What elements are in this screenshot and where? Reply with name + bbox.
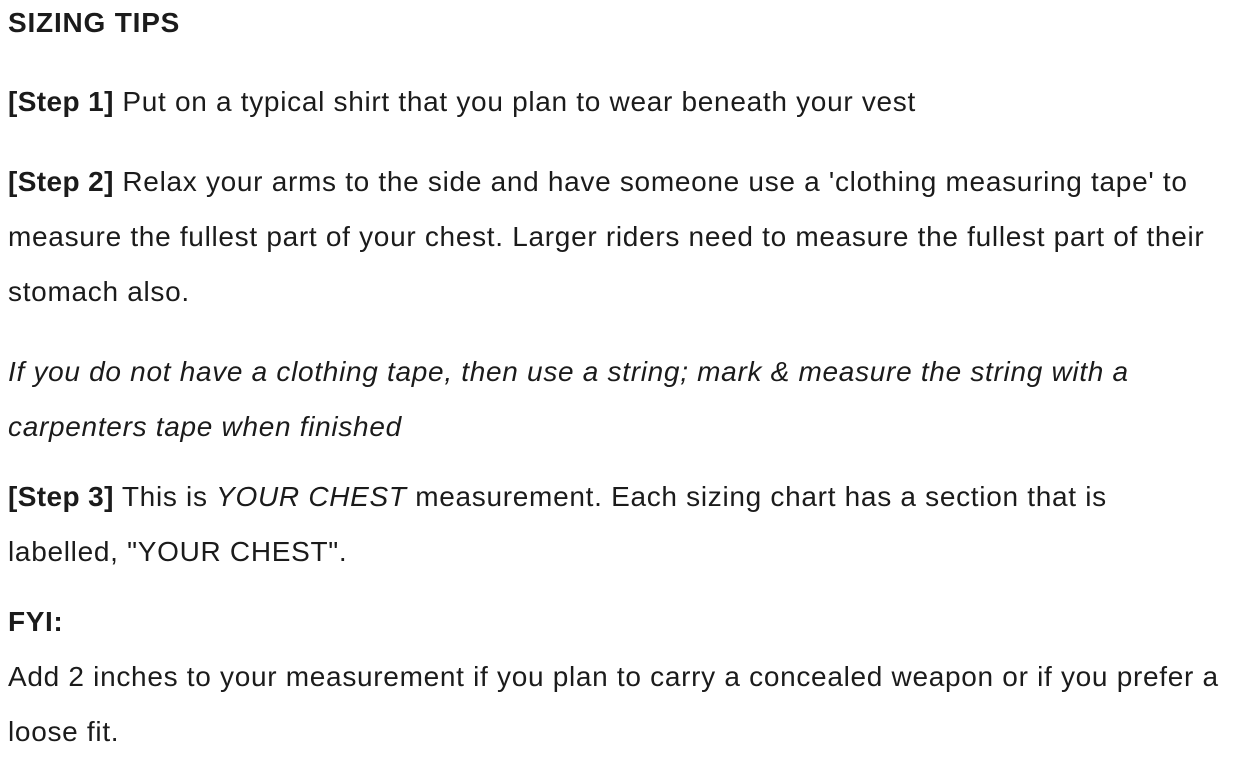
step-2-text: Relax your arms to the side and have someone use a 'clothing measuring tape' to measure the fullest part of your chest. Larger riders need to measure the fullest part of their stomach also.: [8, 166, 1205, 307]
step-3-text-after: measurement. Each sizing chart has a section that is labelled, "YOUR CHEST".: [8, 481, 1107, 567]
step-2-paragraph: [8, 154, 1220, 319]
step-3-paragraph: [8, 469, 1220, 579]
step-3-emphasis: YOUR CHEST: [216, 481, 407, 512]
fyi-label: FYI:: [8, 606, 64, 637]
step-3-label: [Step 3]: [8, 481, 114, 512]
step-1-label: [Step 1]: [8, 86, 114, 117]
step-1-text: Put on a typical shirt that you plan to wear beneath your vest: [122, 86, 916, 117]
page-title: SIZING TIPS: [8, 7, 181, 38]
fyi-text: Add 2 inches to your measurement if you plan to carry a concealed weapon or if you prefer a loose fit.: [8, 661, 1219, 747]
step-1-paragraph: [8, 74, 1220, 129]
string-measure-note: If you do not have a clothing tape, then use a string; mark & measure the string with a carpenters tape when finished: [8, 356, 1129, 442]
step-2-label: [Step 2]: [8, 166, 114, 197]
fyi-paragraph: [8, 594, 1220, 759]
step-3-text-before: This is: [121, 481, 208, 512]
